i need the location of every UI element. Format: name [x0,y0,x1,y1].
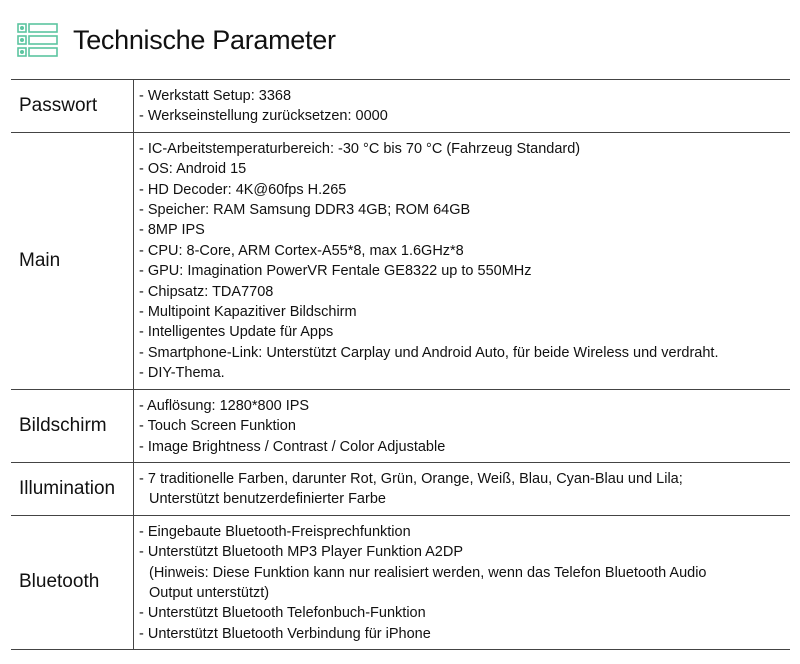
row-values [134,132,791,389]
table-row [11,515,790,649]
spec-line: - HD Decoder: 4K@60fps H.265 [139,181,347,198]
spec-line: (Hinweis: Diese Funktion kann nur realisiert werden, wenn das Telefon Bluetooth Audio [149,564,707,581]
row-values [134,80,791,133]
spec-line: - Werkstatt Setup: 3368 [139,88,292,104]
row-values [134,515,791,649]
table-row [11,389,790,462]
spec-line: - Intelligentes Update für Apps [139,324,334,341]
table-row [11,462,790,515]
spec-table [11,79,790,650]
row-label: Bluetooth [11,515,134,649]
spec-line: - Speicher: RAM Samsung DDR3 4GB; ROM 64GB [139,202,471,219]
spec-line: - CPU: 8-Core, ARM Cortex-A55*8, max 1.6GHz*8 [139,242,464,259]
row-label: Bildschirm [11,389,134,462]
spec-line: - Eingebaute Bluetooth-Freisprechfunktion [139,523,411,540]
spec-line: - IC-Arbeitstemperaturbereich: -30 °C bis 70 °C (Fahrzeug Standard) [139,140,581,157]
table-row [11,80,790,133]
page-title: Technische Parameter [73,24,336,55]
spec-line: - Image Brightness / Contrast / Color Adjustable [139,438,446,455]
spec-line: - OS: Android 15 [139,161,247,178]
spec-line: - 7 traditionelle Farben, darunter Rot, Grün, Orange, Weiß, Blau, Cyan-Blau und Lila; [139,470,683,487]
spec-line: - Werkseinstellung zurücksetzen: 0000 [139,108,388,125]
page-header [17,20,336,60]
spec-line: - Auflösung: 1280*800 IPS [139,397,310,414]
spec-line: - GPU: Imagination PowerVR Fentale GE8322 up to 550MHz [139,263,532,280]
row-label: Passwort [11,80,134,133]
row-label: Illumination [11,462,134,515]
spec-line: - Smartphone-Link: Unterstützt Carplay und Android Auto, für beide Wireless und verdraht. [139,344,719,361]
spec-line: - DIY-Thema. [139,365,225,382]
spec-line: - Unterstützt Bluetooth MP3 Player Funktion A2DP [139,544,463,561]
spec-line: - 8MP IPS [139,222,205,239]
spec-line: - Unterstützt Bluetooth Telefonbuch-Funktion [139,605,426,622]
spec-line: - Multipoint Kapazitiver Bildschirm [139,304,357,321]
row-values [134,462,791,515]
list-icon [17,22,59,58]
spec-line: Unterstützt benutzerdefinierter Farbe [149,491,386,508]
spec-line: - Touch Screen Funktion [139,418,296,435]
row-label: Main [11,132,134,389]
table-row [11,132,790,389]
spec-line: Output unterstützt) [149,584,270,601]
row-values [134,389,791,462]
spec-line: - Chipsatz: TDA7708 [139,283,274,300]
spec-line: - Unterstützt Bluetooth Verbindung für iPhone [139,625,431,642]
